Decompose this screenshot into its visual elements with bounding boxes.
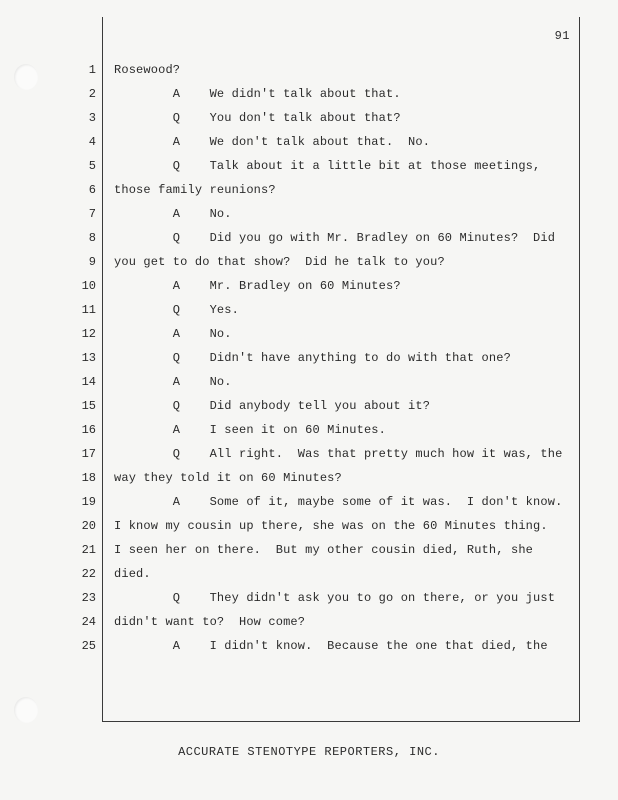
- line-text: those family reunions?: [114, 183, 276, 197]
- line-text: way they told it on 60 Minutes?: [114, 471, 342, 485]
- line-number: 17: [81, 447, 96, 461]
- transcript-line: [0, 634, 618, 658]
- line-number: 10: [81, 279, 96, 293]
- line-text: Q Talk about it a little bit at those meetings,: [114, 159, 541, 173]
- line-number: 14: [81, 375, 96, 389]
- line-number: 13: [81, 351, 96, 365]
- line-text: A No.: [114, 375, 232, 389]
- line-text: A I didn't know. Because the one that died, the: [114, 639, 548, 653]
- transcript-line: [0, 418, 618, 442]
- transcript-line: [0, 466, 618, 490]
- transcript-line: [0, 610, 618, 634]
- line-text: I seen her on there. But my other cousin died, Ruth, she: [114, 543, 534, 557]
- line-number: 16: [81, 423, 96, 437]
- transcript-line: [0, 202, 618, 226]
- line-number: 5: [88, 159, 96, 173]
- transcript-line: [0, 394, 618, 418]
- line-text: A No.: [114, 327, 232, 341]
- line-number: 12: [81, 327, 96, 341]
- line-text: I know my cousin up there, she was on the 60 Minutes thing.: [114, 519, 548, 533]
- line-number: 21: [81, 543, 96, 557]
- transcript-line: [0, 346, 618, 370]
- transcript-line: [0, 514, 618, 538]
- line-number: 4: [88, 135, 96, 149]
- line-number: 11: [81, 303, 96, 317]
- transcript-line: [0, 226, 618, 250]
- line-number: 23: [81, 591, 96, 605]
- line-text: A I seen it on 60 Minutes.: [114, 423, 386, 437]
- line-text: A We don't talk about that. No.: [114, 135, 431, 149]
- line-text: A Some of it, maybe some of it was. I don't know.: [114, 495, 563, 509]
- line-number: 19: [81, 495, 96, 509]
- page-number: 91: [554, 29, 570, 43]
- transcript-line: [0, 586, 618, 610]
- line-text: Q Did you go with Mr. Bradley on 60 Minutes? Did: [114, 231, 556, 245]
- line-number: 6: [88, 183, 96, 197]
- line-number: 8: [88, 231, 96, 245]
- line-text: A No.: [114, 207, 232, 221]
- transcript-line: [0, 154, 618, 178]
- transcript-line: [0, 322, 618, 346]
- line-text: died.: [114, 567, 151, 581]
- line-text: A Mr. Bradley on 60 Minutes?: [114, 279, 401, 293]
- transcript-line: [0, 250, 618, 274]
- transcript-line: [0, 370, 618, 394]
- line-number: 18: [81, 471, 96, 485]
- line-text: didn't want to? How come?: [114, 615, 306, 629]
- line-number: 3: [88, 111, 96, 125]
- line-text: Q Yes.: [114, 303, 239, 317]
- transcript-line: [0, 562, 618, 586]
- line-text: Q Did anybody tell you about it?: [114, 399, 431, 413]
- line-text: you get to do that show? Did he talk to you?: [114, 255, 445, 269]
- line-number: 25: [81, 639, 96, 653]
- transcript-line: [0, 58, 618, 82]
- transcript-line: [0, 274, 618, 298]
- line-number: 7: [88, 207, 96, 221]
- line-number: 20: [81, 519, 96, 533]
- transcript-line: [0, 178, 618, 202]
- line-number: 9: [88, 255, 96, 269]
- punch-hole: [14, 697, 38, 723]
- line-number: 22: [81, 567, 96, 581]
- transcript-line: [0, 490, 618, 514]
- transcript-line: [0, 82, 618, 106]
- line-number: 2: [88, 87, 96, 101]
- line-text: A We didn't talk about that.: [114, 87, 401, 101]
- line-text: Q Didn't have anything to do with that one?: [114, 351, 511, 365]
- line-number: 15: [81, 399, 96, 413]
- transcript-line: [0, 538, 618, 562]
- line-text: Q All right. Was that pretty much how it was, the: [114, 447, 563, 461]
- line-text: Rosewood?: [114, 63, 181, 77]
- transcript-line: [0, 106, 618, 130]
- line-text: Q You don't talk about that?: [114, 111, 401, 125]
- transcript-line: [0, 442, 618, 466]
- line-number: 1: [88, 63, 96, 77]
- line-number: 24: [81, 615, 96, 629]
- transcript-line: [0, 298, 618, 322]
- reporter-footer: ACCURATE STENOTYPE REPORTERS, INC.: [178, 745, 440, 759]
- transcript-line: [0, 130, 618, 154]
- line-text: Q They didn't ask you to go on there, or you just: [114, 591, 556, 605]
